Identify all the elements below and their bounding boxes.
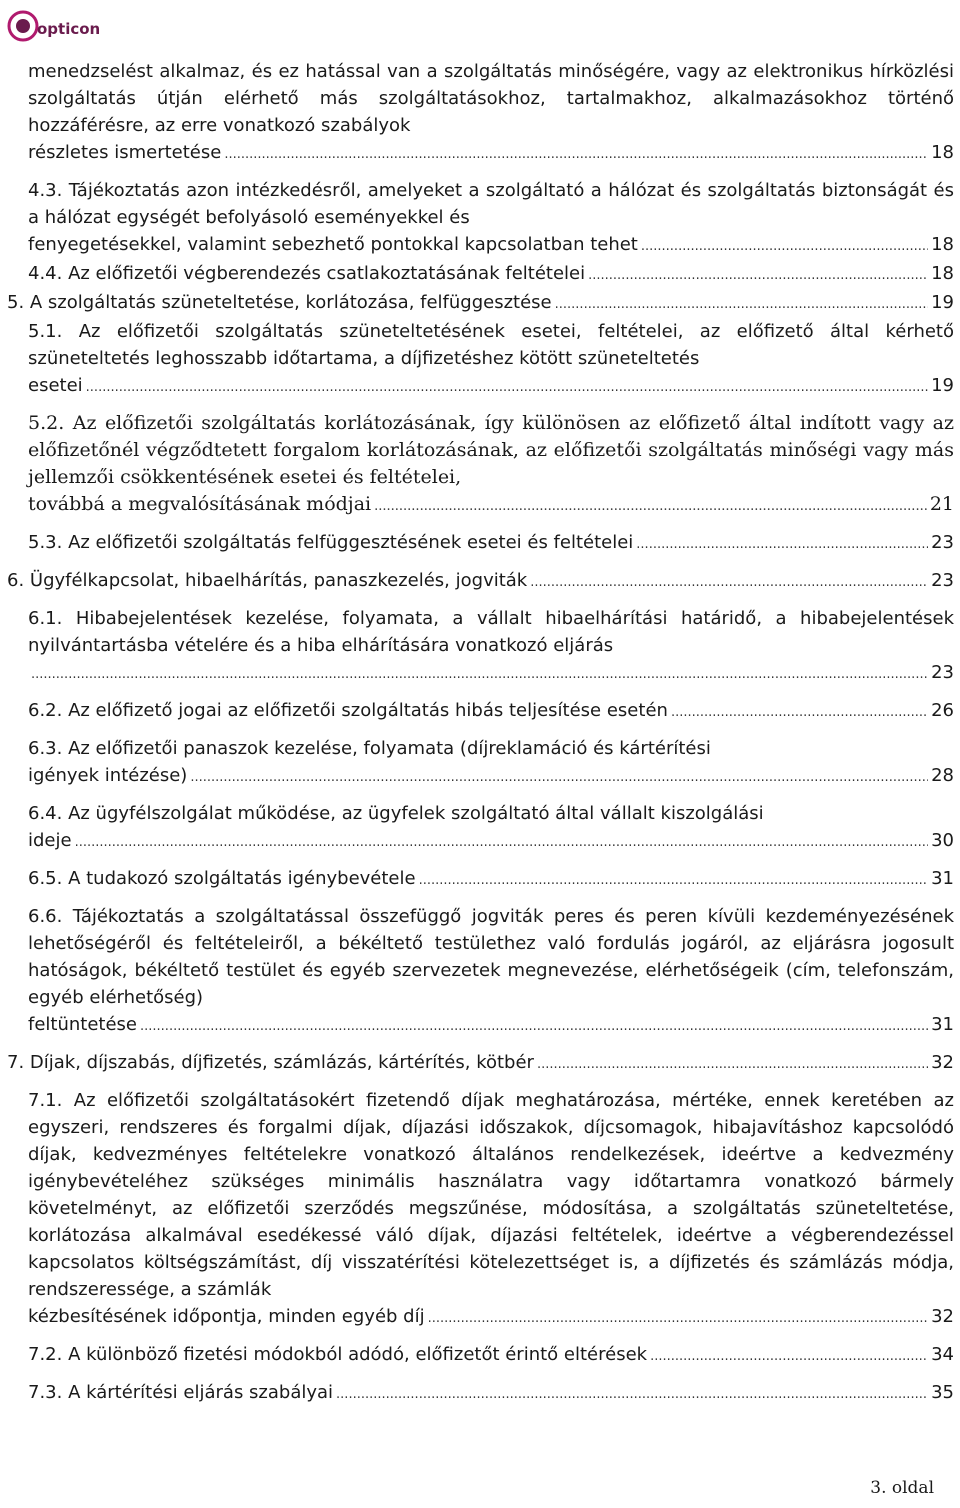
toc-entry-last-line: feltüntetése bbox=[28, 1014, 138, 1035]
toc-entry-7-3[interactable] bbox=[28, 1379, 954, 1408]
toc-page-number: 28 bbox=[931, 765, 954, 786]
toc-entry-6-4[interactable] bbox=[28, 800, 954, 856]
leader-dots bbox=[636, 529, 928, 558]
toc-page-number: 23 bbox=[931, 532, 954, 553]
leader-dots bbox=[140, 1011, 928, 1040]
toc-entry-4-4[interactable] bbox=[28, 260, 954, 289]
toc-entry-last-line: 6. Ügyfélkapcsolat, hibaelhárítás, panaszkezelés, jogviták bbox=[7, 570, 528, 591]
toc-entry-last-line: 4.4. Az előfizetői végberendezés csatlakoztatásának feltételei bbox=[28, 263, 586, 284]
toc-page-number: 19 bbox=[931, 375, 954, 396]
toc-entry-last-line: igények intézése) bbox=[28, 765, 188, 786]
toc-page-number: 26 bbox=[931, 700, 954, 721]
toc-entry-7[interactable] bbox=[7, 1049, 954, 1078]
toc-page-number: 32 bbox=[931, 1052, 954, 1073]
toc-page-number: 18 bbox=[931, 234, 954, 255]
page-number-footer: 3. oldal bbox=[870, 1478, 934, 1498]
toc-entry-5-2[interactable] bbox=[28, 410, 954, 520]
toc-entry-text: 4.3. Tájékoztatás azon intézkedésről, amelyeket a szolgáltató a hálózat és szolgáltatás biztonságát és a hálózat egységét befolyásoló eseményekkel és bbox=[28, 180, 954, 228]
toc-entry-6-3[interactable] bbox=[28, 735, 954, 791]
toc-entry-5[interactable] bbox=[7, 289, 954, 318]
toc-entry-last-line: esetei bbox=[28, 375, 83, 396]
toc-entry-6[interactable] bbox=[7, 567, 954, 596]
toc-entry-last-line: ideje bbox=[28, 830, 72, 851]
toc-entry-text: menedzselést alkalmaz, és ez hatással van a szolgáltatás minőségére, vagy az elektronikus hírközlési szolgáltatás útján elérhető más szolgáltatásokhoz, tartalmakhoz, alkalmazásokhoz történő hozzáférésre, az erre vonatkozó szabályok bbox=[28, 61, 954, 136]
leader-dots bbox=[530, 567, 928, 596]
toc-entry-last-line: 7. Díjak, díjszabás, díjfizetés, számlázás, kártérítés, kötbér bbox=[7, 1052, 534, 1073]
toc-entry-last-line: fenyegetésekkel, valamint sebezhető pontokkal kapcsolatban tehet bbox=[28, 234, 638, 255]
toc-page-number: 23 bbox=[931, 662, 954, 683]
toc-entry-text: 7.1. Az előfizetői szolgáltatásokért fizetendő díjak meghatározása, mértéke, ennek keretében az egyszeri, rendszeres és forgalmi díjak, díjazási időszakok, díjcsomagok, hibajavításhoz kapcsolódó díjak, kedvezményes feltételekre vonatkozó általános rendelkezések, ideértve a kedvezmény igénybevételéhez szükséges minimális használatra vagy időtartamra vonatkozó bármely követelményt, az előfizetői szerződés megszűnése, módosítása, a szolgáltatás szüneteltetése, korlátozása alkalmával esedékessé váló díjak, díjazási feltételek, ideértve a végberendezéssel kapcsolatos költségszámítást, díj visszatérítési kötelezettséget is, a díjfizetés és számlázás módja, rendszeressége, a számlák bbox=[28, 1090, 954, 1300]
toc-entry-7-2[interactable] bbox=[28, 1341, 954, 1370]
toc-page-number: 31 bbox=[931, 868, 954, 889]
toc-entry-6-6[interactable] bbox=[28, 903, 954, 1040]
toc-page-number: 19 bbox=[931, 292, 954, 313]
toc-entry-text: 6.6. Tájékoztatás a szolgáltatással összefüggő jogviták peres és peren kívüli kezdeményezésének lehetőségéről és feltételeiről, a békéltető testülethez való fordulás jogáról, az eljárásra jogosult hatóságok, békéltető testület és egyéb szervezetek megnevezése, elérhetőségeik (cím, telefonszám, egyéb elérhetőség) bbox=[28, 906, 954, 1008]
leader-dots bbox=[336, 1379, 928, 1408]
leader-dots bbox=[555, 289, 928, 318]
leader-dots bbox=[641, 231, 928, 260]
toc-page-number: 21 bbox=[929, 493, 954, 515]
toc-entry-last-line: 5.3. Az előfizetői szolgáltatás felfüggesztésének esetei és feltételei bbox=[28, 532, 634, 553]
toc-page-number: 34 bbox=[931, 1344, 954, 1365]
toc-page-number: 35 bbox=[931, 1382, 954, 1403]
leader-dots bbox=[588, 260, 928, 289]
leader-dots bbox=[224, 139, 928, 168]
table-of-contents bbox=[7, 58, 954, 1408]
toc-entry-last-line: továbbá a megvalósításának módjai bbox=[28, 493, 372, 515]
toc-entry-text: 6.4. Az ügyfélszolgálat működése, az ügyfelek szolgáltató által vállalt kiszolgálási bbox=[28, 803, 764, 824]
toc-entry-6-2[interactable] bbox=[28, 697, 954, 726]
leader-dots bbox=[428, 1303, 929, 1332]
toc-entry-6-1[interactable] bbox=[28, 605, 954, 688]
leader-dots bbox=[671, 697, 928, 726]
toc-entry-last-line: 7.3. A kártérítési eljárás szabályai bbox=[28, 1382, 334, 1403]
opticon-logo-mark bbox=[7, 6, 127, 46]
toc-page-number: 18 bbox=[931, 142, 954, 163]
toc-page-number: 18 bbox=[931, 263, 954, 284]
toc-entry-text: 6.1. Hibabejelentések kezelése, folyamata, a vállalt hibaelhárítási határidő, a hibabejelentések nyilvántartásba vételére és a hiba elhárítására vonatkozó eljárás bbox=[28, 608, 954, 656]
leader-dots bbox=[419, 865, 929, 894]
toc-entry-last-line: kézbesítésének időpontja, minden egyéb díj bbox=[28, 1306, 425, 1327]
toc-entry-last-line: 5. A szolgáltatás szüneteltetése, korlátozása, felfüggesztése bbox=[7, 292, 552, 313]
toc-entry-5-3[interactable] bbox=[28, 529, 954, 558]
leader-dots bbox=[31, 659, 928, 688]
toc-entry-4-3[interactable] bbox=[28, 177, 954, 260]
toc-entry-7-1[interactable] bbox=[28, 1087, 954, 1332]
toc-entry-5-1[interactable] bbox=[28, 318, 954, 401]
toc-entry-text: 6.3. Az előfizetői panaszok kezelése, folyamata (díjreklamáció és kártérítési bbox=[28, 738, 711, 759]
leader-dots bbox=[75, 827, 929, 856]
leader-dots bbox=[374, 491, 927, 520]
toc-entry-4-2-cont[interactable] bbox=[28, 58, 954, 168]
toc-page-number: 30 bbox=[931, 830, 954, 851]
opticon-logo bbox=[7, 6, 127, 46]
toc-entry-6-5[interactable] bbox=[28, 865, 954, 894]
logo-text: opticon bbox=[37, 20, 101, 38]
toc-entry-text: 5.2. Az előfizetői szolgáltatás korlátozásának, így különösen az előfizető által indított vagy az előfizetőnél végződtetett forgalom korlátozásának, az előfizetői szolgáltatás minőségi vagy más jellemzői csökkentésének esetei és feltételei, bbox=[28, 412, 954, 488]
leader-dots bbox=[537, 1049, 928, 1078]
toc-entry-last-line: 6.5. A tudakozó szolgáltatás igénybevétele bbox=[28, 868, 416, 889]
leader-dots bbox=[190, 762, 928, 791]
toc-page-number: 31 bbox=[931, 1014, 954, 1035]
toc-entry-text: 5.1. Az előfizetői szolgáltatás szüneteltetésének esetei, feltételei, az előfizető által kérhető szüneteltetés leghosszabb időtartama, a díjfizetéshez kötött szüneteltetés bbox=[28, 321, 954, 369]
leader-dots bbox=[650, 1341, 928, 1370]
toc-page-number: 23 bbox=[931, 570, 954, 591]
toc-page-number: 32 bbox=[931, 1306, 954, 1327]
toc-entry-last-line: 7.2. A különböző fizetési módokból adódó, előfizetőt érintő eltérések bbox=[28, 1344, 648, 1365]
toc-entry-last-line: 6.2. Az előfizető jogai az előfizetői szolgáltatás hibás teljesítése esetén bbox=[28, 700, 668, 721]
leader-dots bbox=[86, 372, 928, 401]
toc-entry-last-line: részletes ismertetése bbox=[28, 142, 222, 163]
